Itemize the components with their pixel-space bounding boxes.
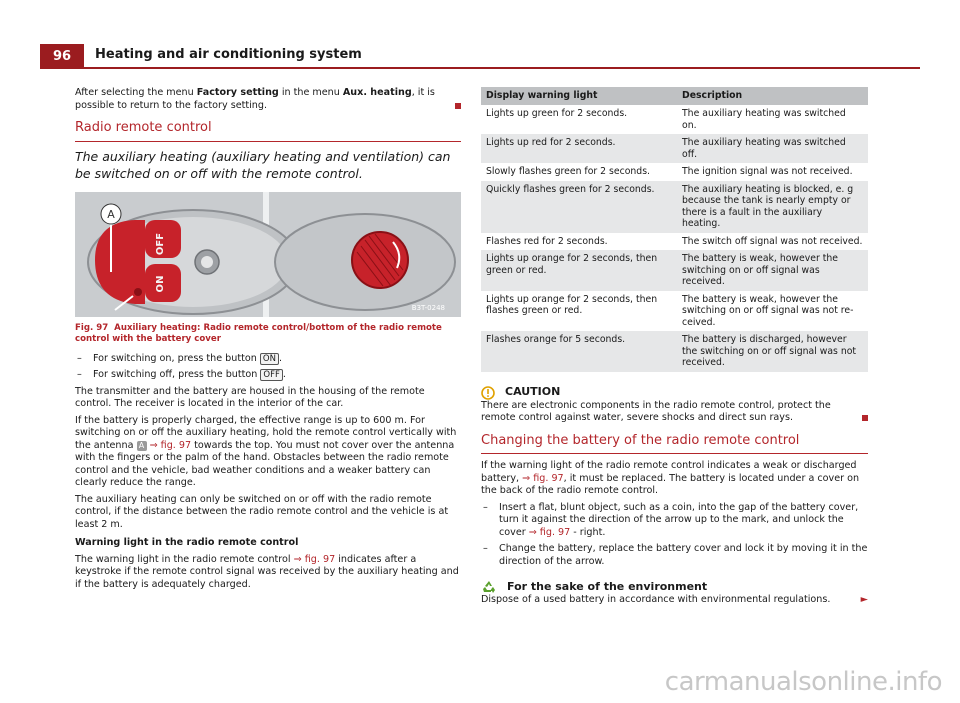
- recycle-icon: [481, 580, 497, 594]
- environment-title: For the sake of the environment: [507, 579, 708, 593]
- key-on: ON: [260, 353, 279, 365]
- description-cell: The auxiliary heating is blocked, e. g because the tank is nearly empty or there is a fault in the auxiliary heating.: [677, 181, 868, 233]
- antenna-marker: A: [137, 441, 147, 451]
- section-subtitle: The auxiliary heating (auxiliary heating and ventilation) can be switched on or off with the remote control.: [75, 148, 451, 181]
- caution-text: There are electronic components in the radio remote control, protect the remote control against water, severe shocks and direct sun rays.: [481, 400, 868, 425]
- table-header-light: Display warning light: [481, 87, 677, 105]
- description-cell: The switch off signal was not received.: [682, 235, 863, 247]
- figure-number: Fig. 97: [75, 322, 109, 333]
- on-button-label: ON: [155, 275, 166, 292]
- right-column: [481, 87, 868, 611]
- section-title-battery: Changing the battery of the radio remote control: [481, 435, 868, 455]
- description-cell: The battery is discharged, however the switching on or off signal was not received.: [677, 331, 868, 372]
- figure-remote-control: [75, 192, 461, 317]
- table-row: [481, 250, 868, 291]
- paragraph-transmitter: The transmitter and the battery are housed in the housing of the remote control. The receiver is located in the interior of the car.: [75, 385, 425, 409]
- watermark: carmanualsonline.info: [664, 667, 942, 697]
- warning-light-cell: Flashes orange for 5 seconds.: [481, 331, 677, 372]
- step-switch-off: – For switching off, press the button OFF .: [75, 369, 461, 382]
- warning-light-cell: Quickly flashes green for 2 seconds.: [481, 181, 677, 233]
- description-cell: The battery is weak, however the switching on or off signal was received.: [677, 250, 868, 291]
- table-row: [481, 291, 868, 332]
- warning-light-table: [481, 87, 868, 372]
- table-row: [481, 181, 868, 233]
- fig-ref-link[interactable]: ⇒ fig. 97: [146, 439, 192, 451]
- sub-heading-warning-light: Warning light in the radio remote control: [75, 537, 299, 548]
- page-number: 96: [40, 44, 84, 69]
- caution-heading: [481, 386, 868, 400]
- table-row: [481, 134, 868, 163]
- table-header-description: Description: [677, 87, 868, 105]
- caution-icon: [481, 386, 495, 400]
- environment-heading: [481, 580, 868, 594]
- caution-title: CAUTION: [505, 385, 561, 399]
- figure-caption-text: Auxiliary heating: Radio remote control/bottom of the radio remote control with the battery cover: [75, 322, 442, 344]
- figure-code: B3T-0248: [411, 303, 445, 312]
- warning-light-cell: Slowly flashes green for 2 seconds.: [486, 166, 650, 177]
- description-cell: The auxiliary heating was switched on.: [682, 108, 846, 131]
- warning-light-cell: Lights up red for 2 seconds.: [481, 134, 677, 163]
- warning-light-cell: Flashes red for 2 seconds.: [486, 235, 608, 247]
- description-cell: The ignition signal was not received.: [682, 166, 853, 177]
- table-row: [481, 331, 868, 372]
- description-cell: The auxiliary heating was switched off.: [677, 134, 868, 163]
- page-title: Heating and air conditioning system: [95, 47, 362, 62]
- left-column: [75, 87, 461, 595]
- section-end-mark: [455, 103, 461, 109]
- table-row: [481, 105, 868, 134]
- warning-light-cell: Lights up green for 2 seconds.: [486, 108, 628, 119]
- step-open-cover: – Insert a flat, blunt object, such as a coin, into the gap of the battery cover, turn it against the direction of the arrow up to the mark, and unlock the cover ⇒ fig. 97 - right.: [481, 502, 868, 540]
- paragraph-battery-replace: If the warning light of the radio remote control indicates a weak or discharged battery, ⇒ fig. 97, it must be replaced. The battery is located under a cover on the back of the radio remote control.: [481, 460, 860, 496]
- fig-ref-link[interactable]: ⇒ fig. 97: [293, 553, 336, 565]
- table-row: [481, 163, 868, 181]
- paragraph-range: If the battery is properly charged, the effective range is up to 600 m. For switching on or off the auxiliary heating, hold the remote control vertically with the antenna A ⇒ fig. 97 towards the top. You must not cover over the antenna with the fingers or the palm of the hand. Obstacles between the radio remote control and the vehicle, bad weather conditions and a weaker battery can clearly reduce the range.: [75, 414, 457, 488]
- table-row: [481, 233, 868, 251]
- paragraph-warning-light: The warning light in the radio remote control ⇒ fig. 97 indicates after a keystroke if the remote control signal was received by the auxiliary heating and if the battery is adequately charged.: [75, 553, 459, 590]
- warning-light-cell: Lights up orange for 2 seconds, then flashes green or red.: [486, 293, 658, 316]
- remote-control-illustration: [75, 192, 461, 317]
- section-title-radio-remote: Radio remote control: [75, 122, 461, 142]
- section-end-mark: [862, 415, 868, 421]
- description-cell: The battery is weak, however the switching on or off signal was not received.: [682, 293, 854, 328]
- step-change-battery: – Change the battery, replace the battery cover and lock it by moving it in the direction of the arrow.: [481, 543, 868, 568]
- off-button-label: OFF: [155, 232, 166, 255]
- fig-ref-link[interactable]: ⇒ fig. 97: [522, 472, 564, 484]
- header-rule: [40, 67, 920, 69]
- intro-paragraph: After selecting the menu Factory setting in the menu Aux. heating, it is possible to return to the factory setting.: [75, 87, 461, 112]
- figure-caption: [75, 323, 461, 345]
- key-off: OFF: [260, 369, 282, 381]
- continue-arrow-icon: ►: [860, 594, 868, 605]
- menu-aux-heating: Aux. heating: [342, 87, 412, 98]
- environment-text: Dispose of a used battery in accordance with environmental regulations. ►: [481, 594, 868, 605]
- warning-light-cell: Lights up orange for 2 seconds, then green or red.: [481, 250, 677, 291]
- paragraph-distance: The auxiliary heating can only be switched on or off with the radio remote control, if the distance between the radio remote control and the vehicle is at least 2 m.: [75, 493, 449, 530]
- fig-ref-link[interactable]: ⇒ fig. 97: [528, 526, 571, 538]
- menu-factory-setting: Factory setting: [196, 87, 279, 98]
- label-a: A: [107, 207, 115, 221]
- step-switch-on: – For switching on, press the button ON .: [75, 353, 461, 366]
